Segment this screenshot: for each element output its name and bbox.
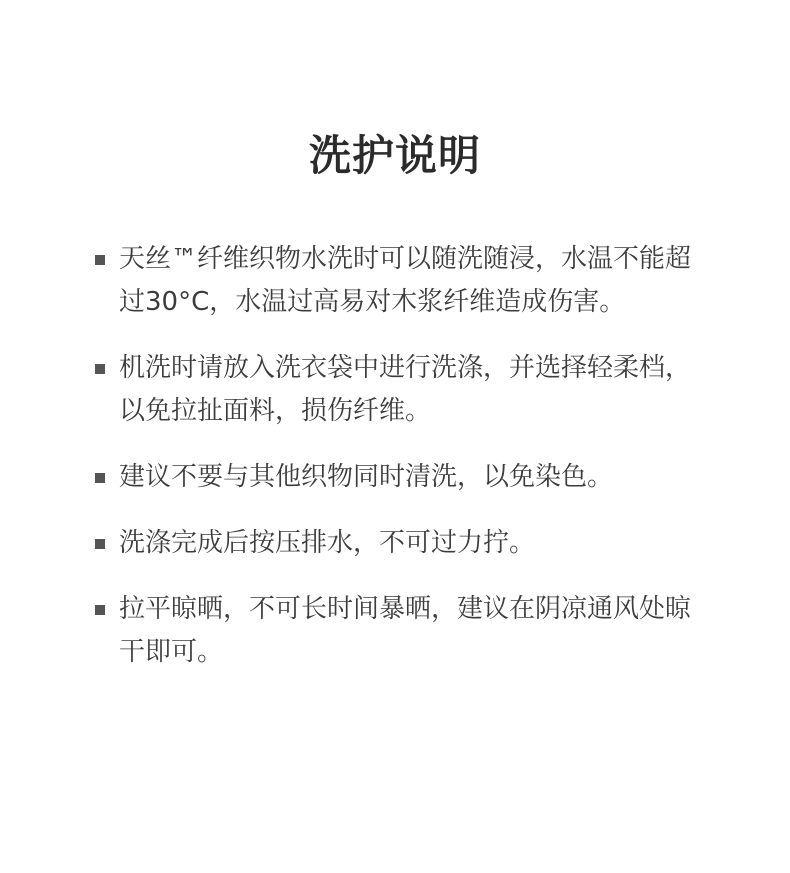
square-bullet-icon [95, 364, 105, 374]
square-bullet-icon [95, 605, 105, 615]
page-title: 洗护说明 [308, 131, 481, 180]
list-item [95, 456, 695, 499]
list-item [95, 522, 695, 565]
list-item-text: 洗涤完成后按压排水，不可过力拧。 [119, 528, 536, 558]
list-item-text: 天丝™纤维织物水洗时可以随洗随浸，水温不能超过30°C，水温过高易对木浆纤维造成伤害。 [119, 244, 692, 317]
square-bullet-icon [95, 255, 105, 265]
list-item [95, 347, 695, 433]
list-item-text: 机洗时请放入洗衣袋中进行洗涤，并选择轻柔档，以免拉扯面料，损伤纤维。 [119, 353, 692, 426]
square-bullet-icon [95, 473, 105, 483]
care-instruction-list [95, 238, 695, 697]
square-bullet-icon [95, 539, 105, 549]
list-item-text: 建议不要与其他织物同时清洗，以免染色。 [119, 462, 614, 492]
list-item [95, 588, 695, 674]
list-item [95, 238, 695, 324]
list-item-text: 拉平晾晒，不可长时间暴晒，建议在阴凉通风处晾干即可。 [119, 594, 692, 667]
